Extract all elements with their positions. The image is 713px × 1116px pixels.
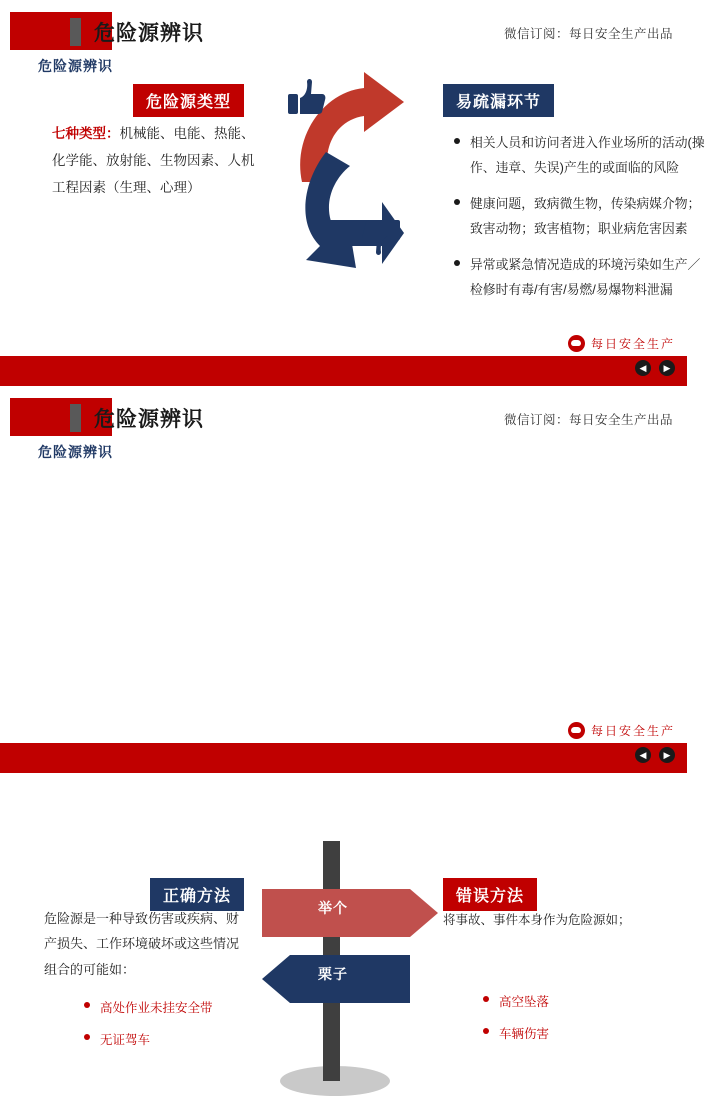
wechat-icon	[568, 335, 585, 352]
list-item: 高空坠落	[483, 989, 713, 1015]
red-arrow-icon	[300, 72, 404, 182]
wechat-icon	[568, 722, 585, 739]
footer-red-band	[0, 356, 687, 386]
thumbs-down-icon	[363, 220, 400, 255]
page-subtitle: 危险源辨识	[38, 58, 113, 74]
correct-method-text: 危险源是一种导致伤害或疾病、财产损失、工作环境破坏或这些情况组合的可能如：	[44, 911, 240, 977]
page-subtitle: 危险源辨识	[38, 444, 113, 460]
signpost-upper-label: 举个	[318, 900, 348, 916]
slide-right-wrong-method	[0, 386, 687, 1047]
page-title: 危险源辨识	[94, 22, 204, 45]
signpost-illustration	[260, 841, 440, 1106]
arrows-illustration	[286, 70, 406, 270]
slide-nav[interactable]	[635, 360, 675, 376]
header-gray-bar	[70, 18, 81, 46]
list-item: 车辆伤害	[483, 1021, 713, 1047]
next-button[interactable]: ▶	[659, 747, 675, 763]
hazard-types-text	[52, 120, 267, 201]
wechat-name: 每日安全生产	[590, 337, 675, 351]
easy-to-miss-list	[414, 131, 709, 314]
wrong-method-text: 将事故、事件本身作为危险源如；	[443, 913, 631, 927]
prev-button[interactable]: ◀	[635, 747, 651, 763]
slide-hazard-types	[0, 0, 705, 386]
hazard-types-label: 七种类型：	[52, 126, 120, 141]
slide-nav[interactable]	[635, 747, 675, 763]
signpost-lower-label: 栗子	[318, 966, 348, 982]
wechat-credit	[568, 335, 675, 352]
wechat-name: 每日安全生产	[590, 724, 675, 738]
hazard-types-body: 机械能、电能、热能、化学能、放射能、生物因素、人机工程因素（生理、心理）	[52, 126, 255, 195]
tag-wrong-method: 错误方法	[443, 878, 537, 911]
list-item: 健康问题，致病微生物，传染病媒介物；致害动物；致害植物；职业病危害因素	[454, 192, 709, 242]
list-item: 相关人员和访问者进入作业场所的活动(操作、违章、失误)产生的或面临的风险	[454, 131, 709, 181]
header-note: 微信订阅：每日安全生产出品	[503, 413, 673, 427]
list-item: 高处作业未挂安全带	[84, 995, 304, 1021]
tag-easy-to-miss: 易疏漏环节	[443, 84, 554, 117]
wechat-credit	[568, 722, 675, 739]
wrong-method-list	[443, 989, 713, 1054]
prev-button[interactable]: ◀	[635, 360, 651, 376]
thumbs-up-icon	[288, 79, 325, 114]
list-item: 无证驾车	[84, 1027, 304, 1053]
header-gray-bar	[70, 404, 81, 432]
tag-hazard-types: 危险源类型	[133, 84, 244, 117]
next-button[interactable]: ▶	[659, 360, 675, 376]
list-item: 异常或紧急情况造成的环境污染如生产／检修时有毒/有害/易燃/易爆物料泄漏	[454, 253, 709, 303]
page-title: 危险源辨识	[94, 408, 204, 431]
header-note: 微信订阅：每日安全生产出品	[503, 27, 673, 41]
tag-correct-method: 正确方法	[150, 878, 244, 911]
footer-red-band	[0, 743, 687, 773]
signpost-arrow-right	[262, 889, 438, 937]
